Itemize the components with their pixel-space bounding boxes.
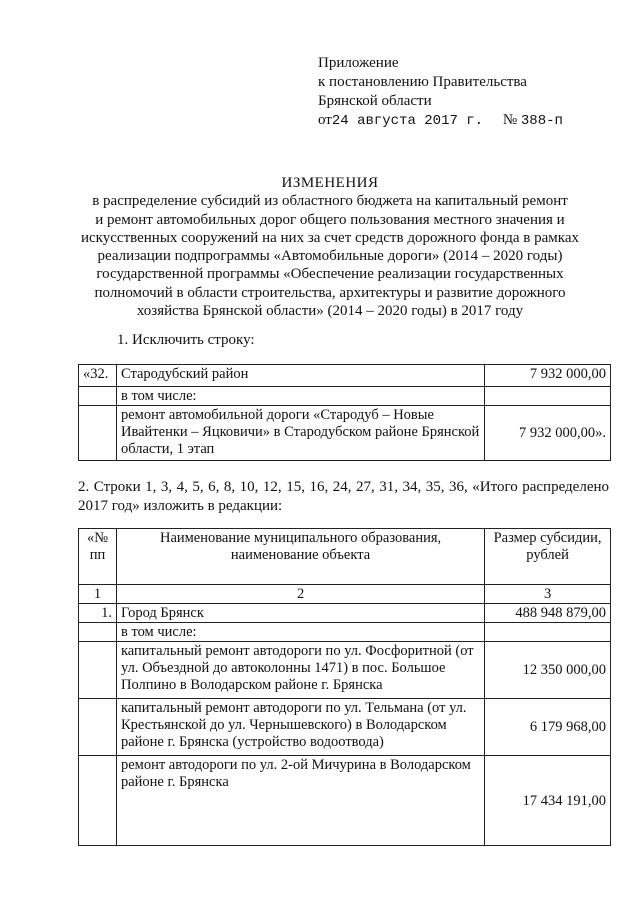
object-name: Стародубский район (116, 365, 484, 387)
subsidy-amount: 17 434 191,00 (485, 756, 611, 846)
row-number (79, 756, 117, 846)
date-prefix: от (318, 112, 332, 128)
object-name: ремонт автодороги по ул. 2-ой Мичурина в Володарском районе г. Брянска (116, 756, 484, 846)
appendix-block (318, 54, 618, 131)
table-row (79, 699, 611, 756)
appendix-decree: к постановлению Правительства (318, 74, 527, 90)
subsidy-amount: 488 948 879,00 (485, 604, 611, 623)
table-row (79, 642, 611, 699)
column-number: 2 (116, 585, 484, 604)
table-row (79, 387, 611, 406)
column-number-row (79, 585, 611, 604)
table-row (79, 756, 611, 846)
title-line: искусственных сооружений на них за счет средств дорожного фонда в рамках (81, 229, 579, 246)
column-number: 3 (485, 585, 611, 604)
table-row (79, 365, 611, 387)
title-line: реализации подпрограммы «Автомобильные дороги» (2014 – 2020 годы) (97, 248, 563, 265)
table-row (79, 623, 611, 642)
object-name: в том числе: (116, 387, 484, 406)
subsidy-amount: 12 350 000,00 (485, 642, 611, 699)
object-name: в том числе: (116, 623, 484, 642)
decree-number: 388-п (520, 113, 563, 129)
row-number (79, 699, 117, 756)
table-row (79, 406, 611, 461)
object-name: капитальный ремонт автодороги по ул. Тельмана (от ул. Крестьянской до ул. Чернышевского) в Володарском районе г. Брянска (устройство водоотвода) (116, 699, 484, 756)
item-2-text: 2. Строки 1, 3, 4, 5, 6, 8, 10, 12, 15, 16, 24, 27, 31, 34, 35, 36, «Итого распределено 2017 год» изложить в редакции: (78, 479, 609, 514)
title-line: полномочий в области строительства, архитектуры и развитие дорожного (94, 284, 566, 301)
header-num: «№ пп (79, 529, 117, 585)
title-heading: ИЗМЕНЕНИЯ (281, 175, 379, 191)
appendix-region: Брянской области (318, 93, 432, 109)
row-number (79, 623, 117, 642)
row-number (79, 642, 117, 699)
title-line: и ремонт автомобильных дорог общего пользования местного значения и (95, 211, 565, 228)
subsidy-amount: 7 932 000,00 (485, 365, 611, 387)
decree-date: 24 августа 2017 г. (331, 113, 484, 129)
subsidy-amount (485, 387, 611, 406)
appendix-date-line (318, 111, 618, 131)
document-title (60, 174, 600, 320)
object-name: капитальный ремонт автодороги по ул. Фосфоритной (от ул. Объездной до автоколонны 1471) в пос. Большое Полпино в Володарском районе г. Брянска (116, 642, 484, 699)
subsidy-amount (485, 623, 611, 642)
column-number: 1 (79, 585, 117, 604)
appendix-label: Приложение (318, 55, 399, 71)
excluded-row-table (78, 364, 611, 461)
header-name: Наименование муниципального образования, наименование объекта (116, 529, 484, 585)
subsidy-table (78, 528, 611, 846)
subsidy-amount: 6 179 968,00 (485, 699, 611, 756)
row-number: 1. (79, 604, 117, 623)
table-row (79, 604, 611, 623)
row-number (79, 406, 117, 461)
item-1-text: 1. Исключить строку: (117, 332, 255, 348)
subsidy-amount: 7 932 000,00». (485, 406, 611, 461)
title-line: хозяйства Брянской области» (2014 – 2020 годы) в 2017 году (136, 303, 524, 320)
title-line: в распределение субсидий из областного бюджета на капитальный ремонт (92, 193, 568, 210)
row-number: «32. (79, 365, 117, 387)
row-number (79, 387, 117, 406)
header-amount: Размер субсидии, рублей (485, 529, 611, 585)
title-line: государственной программы «Обеспечение реализации государственных (96, 266, 564, 283)
number-sign: № (502, 112, 518, 128)
object-name: Город Брянск (116, 604, 484, 623)
object-name: ремонт автомобильной дороги «Стародуб – Новые Ивайтенки – Яцковичи» в Стародубском районе Брянской области, 1 этап (116, 406, 484, 461)
table-header-row (79, 529, 611, 585)
